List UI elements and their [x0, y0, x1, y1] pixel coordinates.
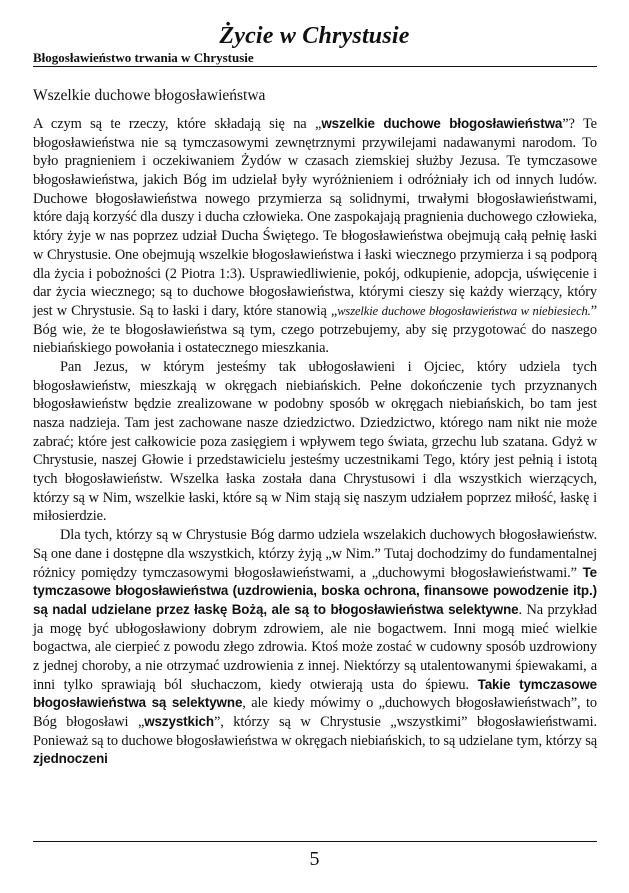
paragraph: [33, 358, 597, 526]
bold-run: zjednoczeni: [33, 751, 108, 767]
italic-run: wszelkie duchowe błogosławieństwa w niebiesiech.: [337, 303, 591, 318]
text-run: , ale kiedy mówimy o „duchowych błogosławieństwach”, to Bóg błogosławi „: [33, 695, 597, 730]
text-run: Dla tych, którzy są w Chrystusie Bóg darmo udziela wszelakich duchowych błogosławieństw. Są one dane i dostępne dla wszystkich, którzy żyją „w Nim.” Tutaj dochodzimy do fundamentalnej różnicy pomiędzy tymczasowymi błogosławieństwami, a „duchowymi błogosławieństwami.”: [33, 527, 597, 581]
bold-run: wszystkich: [144, 714, 214, 729]
paragraph: [33, 526, 597, 769]
section-heading: Błogosławieństwo trwania w Chrystusie: [33, 50, 254, 65]
running-title: Życie w Chrystusie: [219, 23, 410, 49]
text-run: ” Bóg wie, że te błogosławieństwa są tym, czego potrzebujemy, aby się przygotować do naszego niebiańskiego powołania i ostatecznego mieszkania.: [33, 302, 597, 357]
page-number: 5: [309, 848, 320, 870]
footer-rule: [33, 841, 597, 842]
bold-run: Takie tymczasowe błogosławieństwa są selektywne: [33, 676, 597, 711]
text-run: . Na przykład ja mogę być ubłogosławiony dobrym zdrowiem, ale nie bogactwem. Inni mogą mieć wielkie bogactwa, ale cierpieć z powodu złego zdrowia. Ktoś może zostać w cudowny sposób uzdrowiony z jednej choroby, a nie otrzymać uzdrowienia z innej. Niektórzy są utalentowanymi śpiewakami, a inni tylko sprawiają ból słuchaczom, kiedy otwierają usta do śpiewu.: [33, 601, 597, 693]
bold-run: Te tymczasowe błogosławieństwa (uzdrowienia, boska ochrona, finansowe powodzenie itp.) są nadal udzielane przez łaskę Bożą, ale są to błogosławieństwa selektywne: [33, 564, 597, 617]
text-run: Pan Jezus, w którym jesteśmy tak ubłogosławieni i Ojciec, który udziela tych błogosławieństw, mieszkają w okręgach niebiańskich. Pełne dokończenie tych przyznanych błogosławieństw będzie zrealizowane w podobny sposób w okręgach niebiańskich, bo tam jest nasza nadzieja. Tam jest zachowane nasze dziedzictwo. Dziedzictwo, którego nam nikt nie może zabrać; które jest całkowicie poza zasięgiem i wpływem tego świata, grzechu lub szatana. Gdyż w Chrystusie, naszej Głowie i przedstawicielu jesteśmy uczestnikami Tego, który jest pełnią i istotą tych błogosławieństw. Wszelka łaska została dana Chrystusowi i dla wszystkich wierzących, którzy są w Nim, wszelkie łaski, które są w Nim stają się naszym udziałem poprzez miłość, łaskę i miłosierdzie.: [33, 358, 597, 525]
bold-run: wszelkie duchowe błogosławieństwa: [321, 116, 563, 131]
body-text: [33, 115, 597, 769]
header-rule: [33, 66, 597, 67]
sub-heading: Wszelkie duchowe błogosławieństwa: [33, 87, 266, 104]
text-run: ”? Te błogosławieństwa nie są tymczasowymi zewnętrznymi przywilejami nadawanymi narodom. To było pragnieniem i oczekiwaniem Żydów w czasach ziemskiej służby Jezusa. Te tymczasowe błogosławieństwa, jakich Bóg im udzielał były wyróżnieniem i odróżniały ich od innych ludów. Duchowe błogosławieństwa nowego przymierza są solidnymi, trwałymi błogosławieństwami, które dają korzyść dla duszy i ducha człowieka. One zaspokajają pragnienia duchowego człowieka, który żyje w nas poprzez udział Ducha Świętego. Te błogosławieństwa obejmują całą pełnię łaski w Chrystusie. One obejmują wszelkie błogosławieństwa i łaski wiecznego przymierza i są podporą dla życia i pobożności (2 Piotra 1:3). Usprawiedliwienie, pokój, odkupienie, adopcja, uświęcenie i dar życia wiecznego; są to duchowe błogosławieństwa, którymi cieszy się każdy wierzący, który jest w Chrystusie. Są to łaski i dary, które stanowią „: [33, 116, 597, 319]
text-run: A czym są te rzeczy, które składają się na „: [33, 116, 322, 132]
paragraph: [33, 115, 597, 358]
text-run: ”, którzy są w Chrystusie „wszystkimi” błogosławieństwami. Ponieważ są to duchowe błogosławieństwa w okręgach niebiańskich, to są udzielane tym, którzy są: [33, 714, 597, 749]
